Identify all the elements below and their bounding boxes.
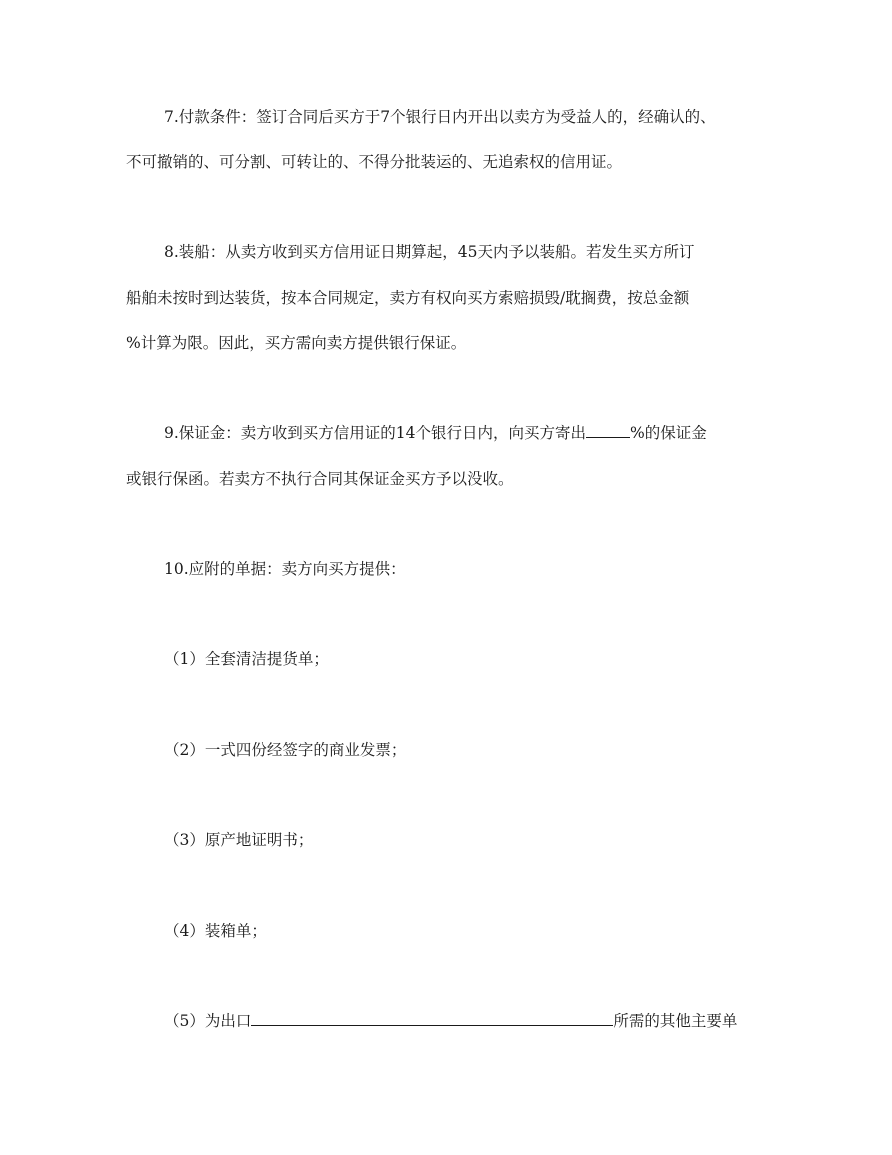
clause-10-heading: 10.应附的单据：卖方向买方提供： bbox=[164, 560, 406, 578]
clause-7-line-1: 7.付款条件：签订合同后买方于7个银行日内开出以卖方为受益人的，经确认的、 bbox=[164, 108, 716, 126]
clause-8-line-2: 船舶未按时到达装货，按本合同规定，卖方有权向买方索赔损毁/耽搁费，按总金额 bbox=[126, 289, 690, 307]
item-5-text-before-blank: （5）为出口 bbox=[164, 1012, 252, 1030]
document-item-5 bbox=[164, 1010, 814, 1032]
clause-9-text-after-blank: %的保证金 bbox=[630, 424, 707, 442]
deposit-percent-blank bbox=[586, 423, 630, 438]
document-item-3: （3）原产地证明书； bbox=[164, 831, 314, 849]
clause-9-line-1 bbox=[164, 422, 814, 444]
export-blank bbox=[251, 1011, 613, 1026]
clause-8-line-1: 8.装船：从卖方收到买方信用证日期算起，45天内予以装船。若发生买方所订 bbox=[164, 243, 695, 261]
item-5-text-after-blank: 所需的其他主要单 bbox=[613, 1012, 738, 1030]
clause-9-text-before-blank: 9.保证金：卖方收到买方信用证的14个银行日内，向买方寄出 bbox=[164, 424, 587, 442]
document-item-1: （1）全套清洁提货单； bbox=[164, 650, 329, 668]
document-item-2: （2）一式四份经签字的商业发票； bbox=[164, 741, 407, 759]
clause-8-line-3: %计算为限。因此，买方需向卖方提供银行保证。 bbox=[126, 334, 467, 352]
document-item-4: （4）装箱单； bbox=[164, 922, 267, 940]
clause-9-line-2: 或银行保函。若卖方不执行合同其保证金买方予以没收。 bbox=[126, 470, 514, 488]
clause-7-line-2: 不可撤销的、可分割、可转让的、不得分批装运的、无追索权的信用证。 bbox=[126, 153, 623, 171]
